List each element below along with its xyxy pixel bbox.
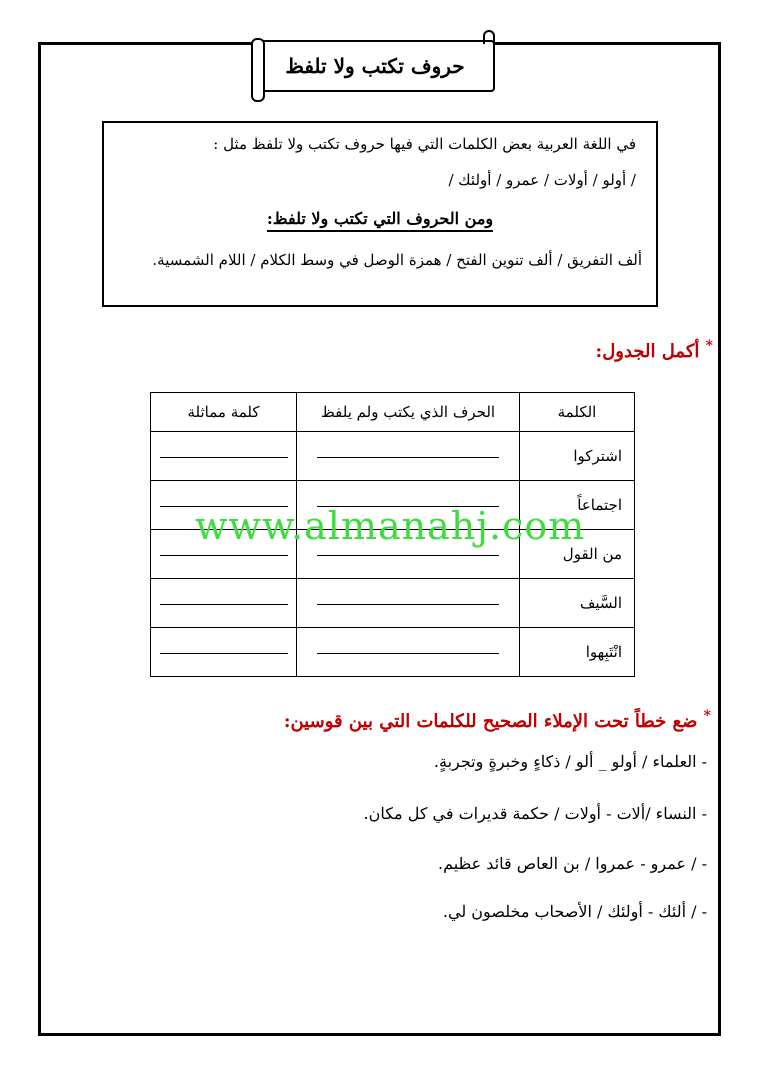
exercise-line: - العلماء / أولو _ ألو / ذكاءٍ وخبرةٍ وتجربةٍ.	[433, 752, 707, 771]
watermark: www.almanahj.com	[195, 504, 586, 548]
cell-word: السَّيف	[520, 579, 635, 628]
cell-word: اشتركوا	[520, 432, 635, 481]
exercise-line: - النساء /ألات - أولات / حكمة قديرات في كل مكان.	[363, 804, 707, 823]
page-title: حروف تكتب ولا تلفظ	[285, 54, 465, 78]
cell-letter-blank[interactable]	[297, 579, 520, 628]
rules-line-1: في اللغة العربية بعض الكلمات التي فيها حروف تكتب ولا تلفظ مثل :	[213, 135, 636, 153]
heading-star: *	[705, 338, 713, 354]
rules-subheading-text: ومن الحروف التي تكتب ولا تلفظ:	[267, 209, 493, 232]
cell-word: انْتَبِهوا	[520, 628, 635, 677]
cell-word: من القول	[520, 530, 635, 579]
heading-text: أكمل الجدول:	[595, 341, 700, 362]
table-header-row	[151, 393, 635, 432]
table-row	[151, 628, 635, 677]
table-row	[151, 432, 635, 481]
title-scroll	[255, 40, 495, 92]
cell-similar-blank[interactable]	[151, 432, 297, 481]
header-letter: الحرف الذي يكتب ولم يلفظ	[297, 393, 520, 432]
table-row	[151, 579, 635, 628]
exercise-line: - / عمرو - عمروا / بن العاص قائد عظيم.	[437, 854, 707, 873]
header-word: الكلمة	[520, 393, 635, 432]
section-underline-heading	[284, 708, 711, 732]
heading-text: ضع خطاً تحت الإملاء الصحيح للكلمات التي بين قوسين:	[283, 711, 698, 732]
heading-star: *	[703, 708, 711, 724]
rules-line-2: / أولو / أولات / عمرو / أولئك /	[448, 171, 636, 189]
rules-line-4: ألف التفريق / ألف تنوين الفتح / همزة الوصل في وسط الكلام / اللام الشمسية.	[152, 251, 642, 269]
rules-box	[102, 121, 658, 307]
header-similar: كلمة مماثلة	[151, 393, 297, 432]
cell-letter-blank[interactable]	[297, 628, 520, 677]
rules-subheading	[104, 209, 656, 228]
cell-word: اجتماعاً	[520, 481, 635, 530]
cell-similar-blank[interactable]	[151, 628, 297, 677]
section-complete-heading	[596, 338, 713, 362]
scroll-curl-top	[483, 30, 495, 44]
scroll-curl-left	[251, 38, 265, 102]
cell-similar-blank[interactable]	[151, 579, 297, 628]
exercise-line: - / ألئك - أولئك / الأصحاب مخلصون لي.	[442, 902, 707, 921]
cell-letter-blank[interactable]	[297, 432, 520, 481]
